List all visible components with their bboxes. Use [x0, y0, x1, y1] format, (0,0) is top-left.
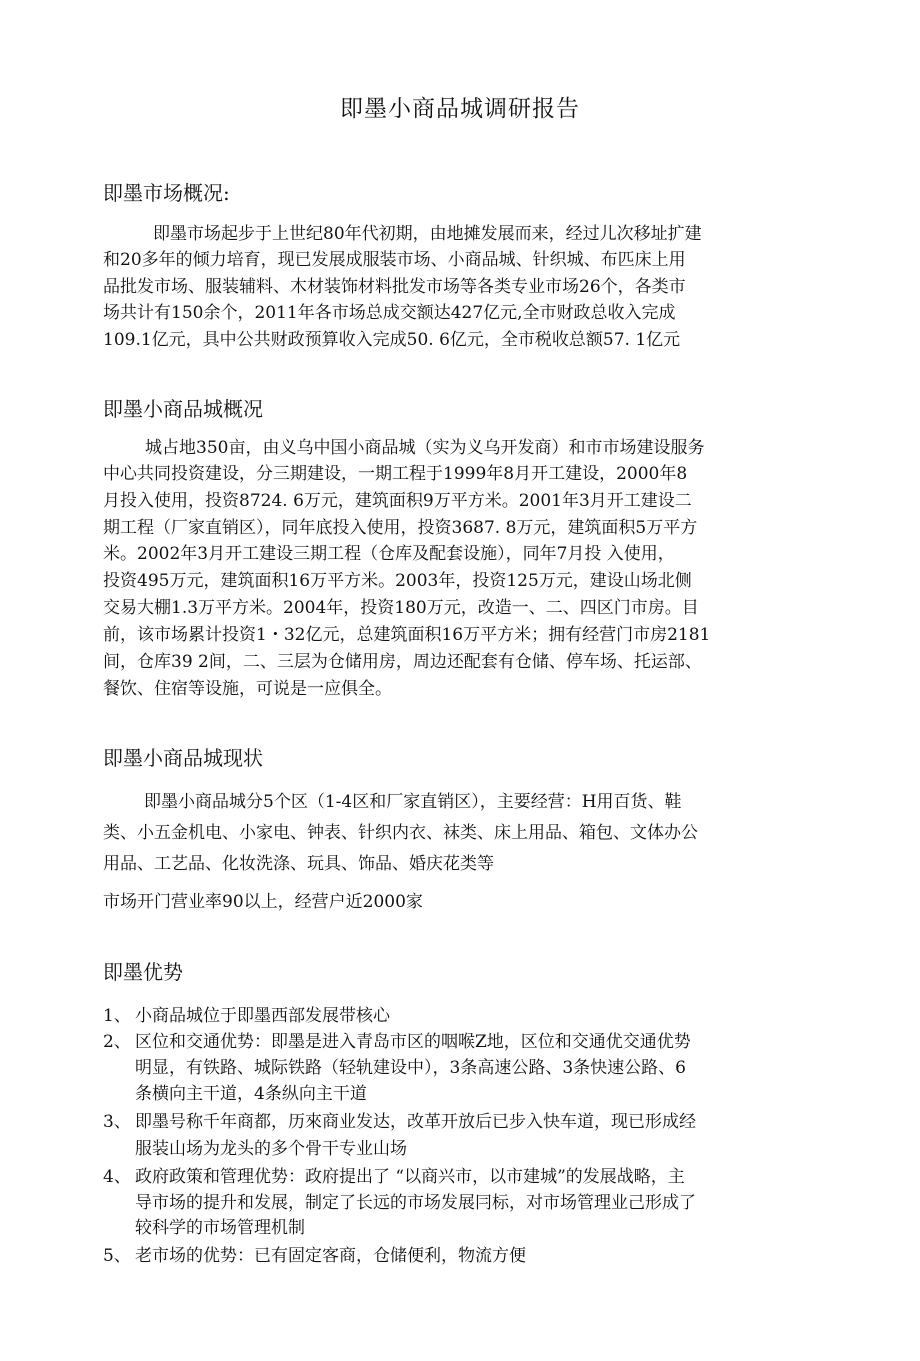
- section-heading-current-status: 即墨小商品城现状: [103, 746, 263, 770]
- list-item-line: 小商品城位于即墨西部发展带核心: [135, 1006, 390, 1026]
- paragraph-line: 用品、工艺品、化妆洗涤、玩具、饰品、婚庆花类等: [103, 854, 494, 874]
- list-item-number: 1、: [103, 1006, 131, 1026]
- list-item-number: 5、: [103, 1246, 131, 1266]
- section-heading-mall-overview: 即墨小商品城概况: [103, 397, 263, 421]
- paragraph-line: 中心共同投资建设，分三期建设，一期工程于1999年8月开工建设，2000年8: [103, 464, 688, 484]
- paragraph-line: 餐饮、住宿等设施，可说是一应俱全。: [103, 679, 392, 699]
- paragraph-line: 期工程（厂家直销区），同年底投入使用，投资3687. 8万元，建筑面积5万平方: [103, 518, 698, 538]
- section-heading-advantages: 即墨优势: [103, 960, 183, 984]
- paragraph-line: 类、小五金机电、小家电、钟表、针织内衣、袜类、床上用品、箱包、文体办公: [103, 823, 698, 843]
- paragraph-line: 城占地350亩，由义乌中国小商品城（实为义乌开发商）和市市场建设服务: [145, 438, 705, 458]
- list-item-line: 服装山场为龙头的多个骨干专业山场: [135, 1139, 407, 1159]
- list-item-line: 即墨号称千年商都，历來商业发达，改革开放后已步入快车道，现已形成经: [135, 1112, 696, 1132]
- paragraph-line: 月投入使用，投资8724. 6万元，建筑面积9万平方米。2001年3月开工建设二: [103, 491, 692, 511]
- list-item-line: 较科学的市场管理机制: [135, 1218, 305, 1238]
- paragraph-line: 场共计有150余个，2011年各市场总成交额达427亿元,全市财政总收入完成: [103, 303, 676, 323]
- paragraph-line: 交易大棚1.3万平方米。2004年，投资180万元，改造一、二、四区门市房。目: [103, 598, 699, 618]
- list-item-number: 4、: [103, 1167, 131, 1187]
- list-item-line: 政府政策和管理优势：政府提出了 “以商兴市，以市建城”的发展战略，主: [135, 1167, 685, 1187]
- list-item-line: 老市场的优势：已有固定客商，仓储便利，物流方便: [135, 1246, 526, 1266]
- list-item-number: 2、: [103, 1032, 131, 1052]
- paragraph-line: 米。2002年3月开工建设三期工程（仓库及配套设施），同年7月投 入使用，: [103, 544, 675, 564]
- list-item-number: 3、: [103, 1112, 131, 1132]
- page-title: 即墨小商品城调研报告: [340, 96, 580, 122]
- paragraph-line: 投资495万元，建筑面积16万平方米。2003年，投资125万元，建设山场北侧: [103, 571, 692, 591]
- list-item-line: 导市场的提升和发展，制定了长远的市场发展冃标，对市场管理业己形成了: [135, 1193, 696, 1213]
- section-heading-market-overview: 即墨市场概况:: [103, 181, 230, 205]
- paragraph-line: 和20多年的倾力培育，现已发展成服装市场、小商品城、针织城、布匹床上用: [103, 250, 686, 270]
- paragraph-line: 109.1亿元，具中公共财政预算收入完成50. 6亿元，全市税收总额57. 1亿元: [103, 330, 681, 350]
- paragraph-line: 间，仓库39 2间，二、三层为仓储用房，周边还配套有仓储、停车场、托运部、: [103, 652, 702, 672]
- list-item-line: 条横向主干道，4条纵向主干道: [135, 1084, 367, 1104]
- list-item-line: 明显，有铁路、城际铁路（轻轨建设中），3条高速公路、3条快速公路、6: [135, 1058, 686, 1078]
- paragraph-line: 品批发市场、服装辅料、木材装饰材料批发市场等各类专业市场26个，各类市: [103, 277, 686, 297]
- paragraph-line: 市场开门营业率90以上，经营户近2000家: [103, 892, 423, 912]
- list-item-line: 区位和交通优势：即墨是进入青岛市区的咽喉Z地，区位和交通优交通优势: [135, 1032, 691, 1052]
- paragraph-line: 前，该市场累计投资1・32亿元，总建筑面积16万平方米；拥有经营门市房2181: [103, 625, 711, 645]
- paragraph-line: 即墨小商品城分5个区（1-4区和厂家直销区），主要经营：H用百货、鞋: [144, 792, 682, 812]
- paragraph-line: 即墨市场起步于上世纪80年代初期，由地摊发展而来，经过儿次移址扩建: [153, 224, 702, 244]
